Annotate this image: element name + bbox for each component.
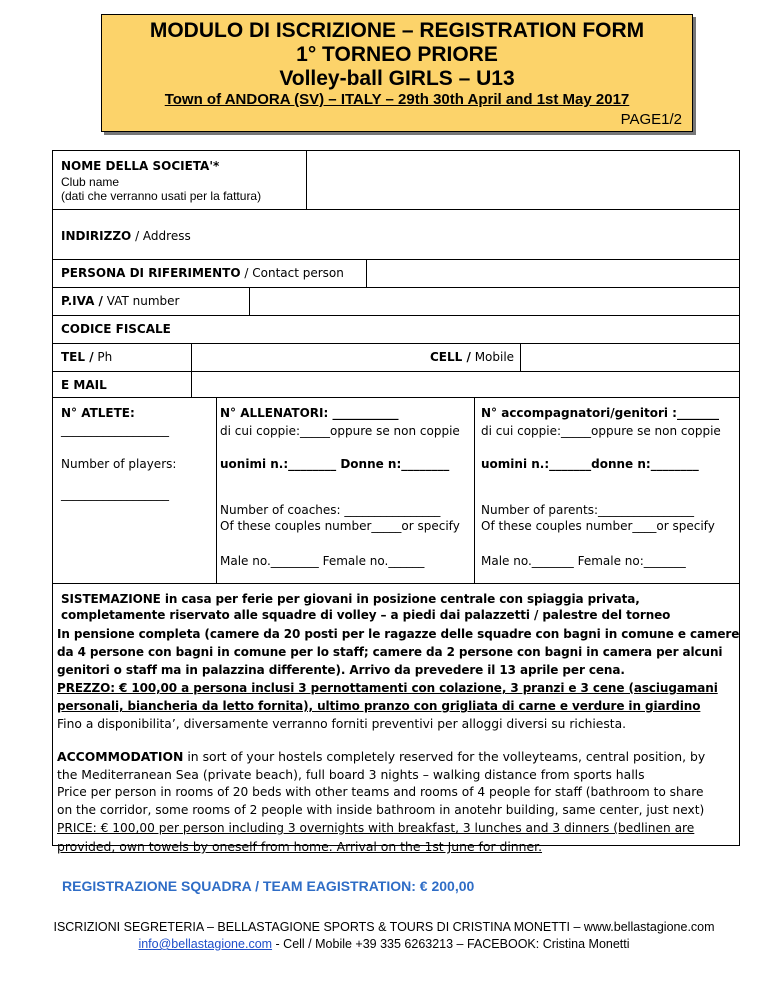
- address-en: / Address: [135, 229, 191, 243]
- price-it-line1: PREZZO: € 100,00 a persona inclusi 3 pernottamenti con colazione, 3 pranzi e 3 cene (asciugamani: [57, 681, 718, 695]
- coaches-couples[interactable]: di cui coppie:_____oppure se non coppie: [220, 424, 460, 438]
- parents-male-female-en[interactable]: Male no._______ Female no:_______: [481, 554, 686, 568]
- coaches-label: N° ALLENATORI: ___________: [220, 406, 399, 420]
- coaches-male-female[interactable]: uonimi n.:________ Donne n:________: [220, 457, 450, 471]
- club-name-field[interactable]: [307, 151, 739, 209]
- parents-couples[interactable]: di cui coppie:_____oppure se non coppie: [481, 424, 721, 438]
- tel-en: Ph: [97, 350, 113, 364]
- parents-label: N° accompagnatori/genitori :_______: [481, 406, 719, 420]
- parents-en[interactable]: Number of parents:________________: [481, 503, 695, 517]
- accommodation-en-line1: in sort of your hostels completely reserved for the volleyteams, central position, by: [183, 749, 706, 764]
- coaches-couples-en[interactable]: Of these couples number_____or specify: [220, 519, 460, 533]
- address-label: INDIRIZZO: [61, 229, 132, 243]
- parents-couples-en[interactable]: Of these couples number____or specify: [481, 519, 715, 533]
- fiscal-code-field[interactable]: [193, 316, 739, 343]
- accommodation-it-line2: completamente riservato alle squadre di volley – a piedi dai palazzetti / palestre del torneo: [61, 608, 671, 622]
- accommodation-box: [52, 584, 740, 854]
- price-it-line2: personali, biancheria da letto fornita), ultimo pranzo con grigliata di carne e verdure in giardino: [57, 699, 701, 713]
- accommodation-it-line8: Fino a disponibilita’, diversamente verranno forniti preventivi per alloggi diversi su richiesta.: [57, 717, 627, 731]
- coaches-en[interactable]: Number of coaches: ________________: [220, 503, 441, 517]
- footer-line2: [0, 937, 768, 951]
- accommodation-it-line4: da 4 persone con bagni in comune per lo staff; camere da 2 persone con bagni in camera per alcuni: [57, 645, 723, 659]
- accommodation-it-line5: genitori o staff ma in palazzina differente). Arrivo da prevedere il 13 aprile per cena.: [57, 663, 625, 677]
- coaches-male-female-en[interactable]: Male no.________ Female no.______: [220, 554, 425, 568]
- registration-fee: REGISTRAZIONE SQUADRA / TEAM EAGISTRATION: € 200,00: [62, 878, 475, 894]
- cell-label: CELL /: [430, 350, 471, 364]
- form-title: MODULO DI ISCRIZIONE – REGISTRATION FORM: [149, 19, 645, 42]
- contact-person-field[interactable]: [367, 260, 739, 287]
- club-name-note: (dati che verranno usati per la fattura): [61, 189, 262, 203]
- vat-label: P.IVA /: [61, 294, 103, 308]
- accommodation-en-line3: Price per person in rooms of 20 beds with other teams and rooms of 4 people for staff (bathroom to share: [57, 785, 704, 799]
- tel-field[interactable]: [192, 344, 417, 371]
- registration-table: [52, 150, 740, 584]
- accommodation-it-line1: in casa per ferie per giovani in posizione centrale con spiaggia privata,: [160, 592, 640, 606]
- vat-number-field[interactable]: [250, 288, 739, 315]
- town-dates: Town of ANDORA (SV) – ITALY – 29th 30th April and 1st May 2017: [164, 91, 630, 108]
- category-title: Volley-ball GIRLS – U13: [279, 67, 515, 90]
- athletes-label: N° ATLETE:: [61, 406, 135, 420]
- page-number: PAGE1/2: [620, 111, 682, 128]
- footer-line1: ISCRIZIONI SEGRETERIA – BELLASTAGIONE SPORTS & TOURS DI CRISTINA MONETTI – www.bellastagione.com: [53, 920, 715, 934]
- contact-en: / Contact person: [244, 266, 344, 280]
- tel-label: TEL /: [61, 350, 94, 364]
- players-blank[interactable]: __________________: [61, 487, 169, 501]
- address-field[interactable]: [213, 211, 733, 257]
- athletes-blank[interactable]: __________________: [61, 423, 169, 437]
- club-name-label: NOME DELLA SOCIETA'*: [61, 159, 220, 173]
- accommodation-en-line4: on the corridor, some rooms of 2 people with inside bathroom in anotehr building, same center, just next): [57, 803, 705, 817]
- fiscal-code-label: CODICE FISCALE: [61, 322, 171, 336]
- club-name-en: Club name: [61, 175, 120, 189]
- accommodation-en-title: ACCOMMODATION: [57, 749, 184, 764]
- email-label: E MAIL: [61, 378, 107, 392]
- cell-en: Mobile: [474, 350, 515, 364]
- price-en-line1: PRICE: € 100,00 per person including 3 overnights with breakfast, 3 lunches and 3 dinners (bedlinen are: [57, 821, 695, 835]
- vat-en: VAT number: [106, 294, 180, 308]
- contact-label: PERSONA DI RIFERIMENTO: [61, 266, 241, 280]
- tournament-name: 1° TORNEO PRIORE: [296, 43, 498, 66]
- accommodation-it-title: SISTEMAZIONE: [61, 592, 161, 606]
- email-field[interactable]: [192, 372, 739, 397]
- players-en-label: Number of players:: [61, 457, 177, 471]
- header-box: [101, 14, 693, 132]
- footer-contact: - Cell / Mobile +39 335 6263213 – FACEBOOK: Cristina Monetti: [272, 937, 630, 951]
- mobile-field[interactable]: [521, 344, 739, 371]
- parents-male-female[interactable]: uomini n.:_______donne n:________: [481, 457, 699, 471]
- accommodation-it-line3: In pensione completa (camere da 20 posti per le ragazze delle squadre con bagni in comune e camere: [57, 627, 740, 641]
- accommodation-en-line2: the Mediterranean Sea (private beach), full board 3 nights – walking distance from sports halls: [57, 767, 645, 782]
- price-en-line2: provided, own towels by oneself from home. Arrival on the 1st June for dinner.: [57, 839, 543, 854]
- footer-email-link[interactable]: info@bellastagione.com: [138, 937, 273, 951]
